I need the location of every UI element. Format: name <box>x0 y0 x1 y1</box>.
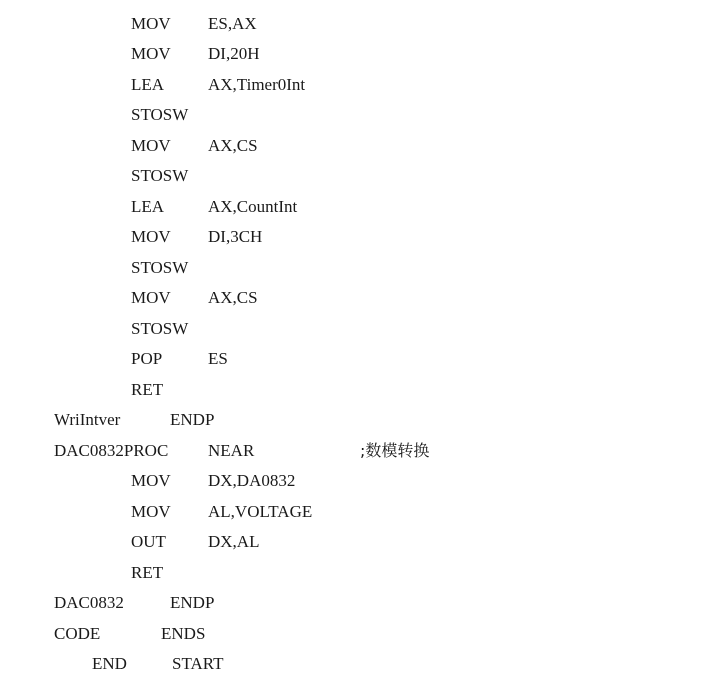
mnemonic: MOV <box>131 14 171 33</box>
procedure-label: WriIntver <box>54 410 121 429</box>
mnemonic: STOSW <box>131 319 189 338</box>
end-directive: END <box>92 654 127 673</box>
code-line <box>0 349 709 379</box>
code-line <box>0 319 709 349</box>
code-line <box>0 75 709 105</box>
code-line <box>0 624 709 654</box>
procedure-label: DAC0832PROC <box>54 441 169 460</box>
operands: AL,VOLTAGE <box>208 502 313 521</box>
code-line <box>0 502 709 532</box>
mnemonic: ENDP <box>170 593 215 612</box>
operands: DX,AL <box>208 532 260 551</box>
procedure-label: DAC0832 <box>54 593 124 612</box>
code-line <box>0 105 709 135</box>
code-line <box>0 563 709 593</box>
code-line <box>0 44 709 74</box>
operands: DI,20H <box>208 44 260 63</box>
mnemonic: MOV <box>131 288 171 307</box>
operands: AX,CS <box>208 288 258 307</box>
entry-label: START <box>172 654 224 673</box>
code-line <box>0 14 709 44</box>
operands: AX,Timer0Int <box>208 75 306 94</box>
operands: AX,CS <box>208 136 258 155</box>
mnemonic: NEAR <box>208 441 255 460</box>
mnemonic: STOSW <box>131 258 189 277</box>
code-line <box>0 471 709 501</box>
code-line <box>0 136 709 166</box>
code-line <box>0 258 709 288</box>
mnemonic: MOV <box>131 227 171 246</box>
mnemonic: MOV <box>131 136 171 155</box>
operands: AX,CountInt <box>208 197 298 216</box>
code-line <box>0 166 709 196</box>
mnemonic: ENDS <box>161 624 206 643</box>
code-line <box>0 441 709 471</box>
operands: ES,AX <box>208 14 257 33</box>
segment-label: CODE <box>54 624 101 643</box>
mnemonic: RET <box>131 380 164 399</box>
code-line <box>0 227 709 257</box>
mnemonic: MOV <box>131 471 171 490</box>
mnemonic: STOSW <box>131 105 189 124</box>
operands: DX,DA0832 <box>208 471 296 490</box>
mnemonic: MOV <box>131 502 171 521</box>
code-line <box>0 654 709 684</box>
mnemonic: OUT <box>131 532 166 551</box>
mnemonic: STOSW <box>131 166 189 185</box>
mnemonic: ENDP <box>170 410 215 429</box>
mnemonic: LEA <box>131 197 165 216</box>
mnemonic: MOV <box>131 44 171 63</box>
mnemonic: POP <box>131 349 163 368</box>
code-line <box>0 288 709 318</box>
code-line <box>0 410 709 440</box>
code-line <box>0 197 709 227</box>
code-line <box>0 593 709 623</box>
mnemonic: LEA <box>131 75 165 94</box>
operands: DI,3CH <box>208 227 263 246</box>
code-comment: ;数模转换 <box>360 441 430 460</box>
operands: ES <box>208 349 228 368</box>
mnemonic: RET <box>131 563 164 582</box>
code-line <box>0 380 709 410</box>
code-line <box>0 532 709 562</box>
